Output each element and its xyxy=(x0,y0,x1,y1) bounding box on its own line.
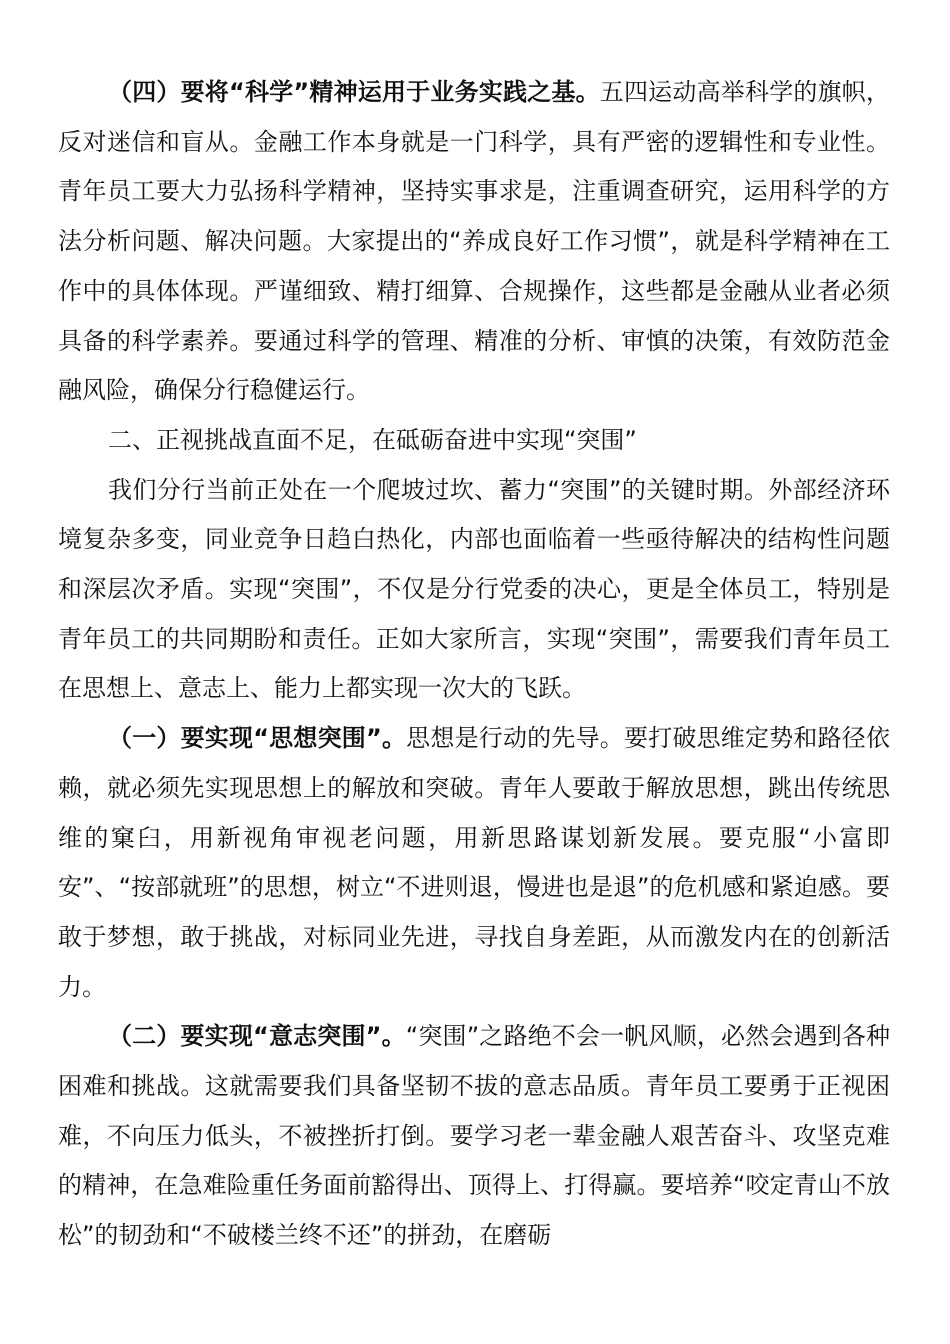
paragraph-body: “突围”之路绝不会一帆风顺，必然会遇到各种困难和挑战。这就需要我们具备坚韧不拔的意志品质。青年员工要勇于正视困难，不向压力低头，不被挫折打倒。要学习老一辈金融人艰苦奋斗、攻坚克难的精神，在急难险重任务面前豁得出、顶得上、打得赢。要培养“咬定青山不放松”的韧劲和“不破楼兰终不还”的拼劲，在磨砺 xyxy=(58,1022,890,1250)
section-heading-text: 二、正视挑战直面不足，在砥砺奋进中实现“突围” xyxy=(108,425,637,454)
paragraph-critical-period xyxy=(58,466,890,715)
paragraph-lead: （二）要实现“意志突围”。 xyxy=(108,1022,406,1051)
paragraph-will-breakthrough xyxy=(58,1012,890,1261)
document-page xyxy=(58,68,890,1261)
paragraph-thought-breakthrough xyxy=(58,714,890,1012)
paragraph-body: 五四运动高举科学的旗帜，反对迷信和盲从。金融工作本身就是一门科学，具有严密的逻辑性和专业性。青年员工要大力弘扬科学精神，坚持实事求是，注重调查研究，运用科学的方法分析问题、解决问题。大家提出的“养成良好工作习惯”，就是科学精神在工作中的具体体现。严谨细致、精打细算、合规操作，这些都是金融从业者必须具备的科学素养。要通过科学的管理、精准的分析、审慎的决策，有效防范金融风险，确保分行稳健运行。 xyxy=(58,78,890,405)
paragraph-body: 我们分行当前正处在一个爬坡过坎、蓄力“突围”的关键时期。外部经济环境复杂多变，同业竞争日趋白热化，内部也面临着一些亟待解决的结构性问题和深层次矛盾。实现“突围”，不仅是分行党委的决心，更是全体员工，特别是青年员工的共同期盼和责任。正如大家所言，实现“突围”，需要我们青年员工在思想上、意志上、能力上都实现一次大的飞跃。 xyxy=(58,475,890,703)
section-heading-breakthrough xyxy=(58,416,890,466)
paragraph-lead: （一）要实现“思想突围”。 xyxy=(108,724,407,753)
paragraph-science-spirit xyxy=(58,68,890,416)
paragraph-lead: （四）要将“科学”精神运用于业务实践之基。 xyxy=(108,78,600,106)
paragraph-body: 思想是行动的先导。要打破思维定势和路径依赖，就必须先实现思想上的解放和突破。青年人要敢于解放思想，跳出传统思维的窠臼，用新视角审视老问题，用新思路谋划新发展。要克服“小富即安”、“按部就班”的思想，树立“不进则退，慢进也是退”的危机感和紧迫感。要敢于梦想，敢于挑战，对标同业先进，寻找自身差距，从而激发内在的创新活力。 xyxy=(58,724,891,1001)
